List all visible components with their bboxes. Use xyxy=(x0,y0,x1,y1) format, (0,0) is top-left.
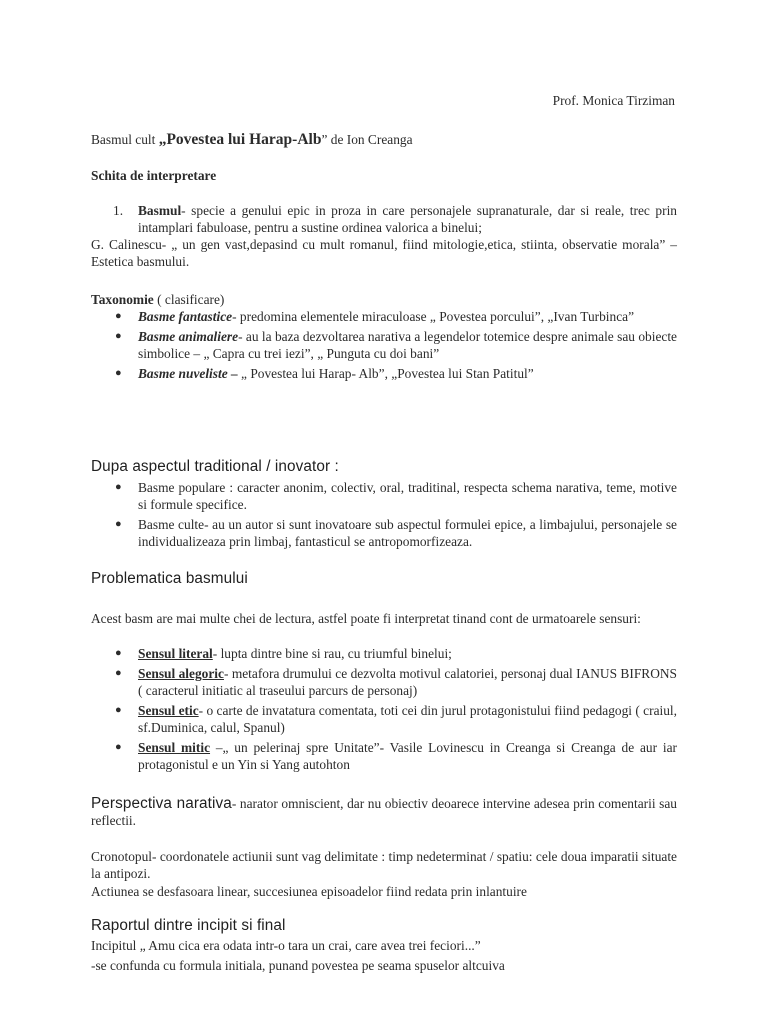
taxonomy-paren: ( clasificare) xyxy=(153,292,225,307)
list-item xyxy=(91,645,677,662)
document-title xyxy=(91,131,677,148)
list-item xyxy=(91,739,677,773)
cronotop-paragraph: Cronotopul- coordonatele actiunii sunt vag delimitate : timp nedeterminat / spatiu: cele doua imparatii situate la antipozi. xyxy=(91,849,677,881)
aspect-heading: Dupa aspectul traditional / inovator : xyxy=(91,458,339,475)
item-term: Sensul literal xyxy=(138,646,213,661)
author-name: Prof. Monica Tirziman xyxy=(552,93,675,108)
term-basmul: Basmul xyxy=(138,203,182,218)
incipit-line: Incipitul „ Amu cica era odata intr-o tara un crai, care avea trei feciori...” xyxy=(91,938,481,953)
item-text: - predomina elementele miraculoase „ Povestea porcului”, „Ivan Turbinca” xyxy=(232,309,635,324)
definition-text: - specie a genului epic in proza in care personajele supranaturale, dar si reale, trec prin intamplari fabuloase, pentru a sustine ordinea valorica a binelui; xyxy=(138,203,677,235)
title-prefix: Basmul cult xyxy=(91,132,159,147)
bullet-icon: ● xyxy=(115,481,122,493)
schita-heading: Schita de interpretare xyxy=(91,168,217,183)
list-item: ● Basme populare : caracter anonim, colectiv, oral, traditinal, respecta schema narativa, teme, motive si formule specifice. xyxy=(115,480,677,512)
sensuri-list xyxy=(91,645,677,773)
item-term: Sensul alegoric xyxy=(138,666,224,681)
bullet-icon: ● xyxy=(115,667,122,679)
perspectiva-text: - narator omniscient, dar nu obiectiv deoarece intervine adesea prin comentarii sau reflectii. xyxy=(91,796,677,828)
definition-item xyxy=(91,202,677,236)
raport-heading: Raportul dintre incipit si final xyxy=(91,917,286,934)
perspectiva-paragraph xyxy=(91,795,677,829)
bullet-icon: ● xyxy=(115,704,122,716)
title-suffix: ” de Ion Creanga xyxy=(321,132,413,147)
item-term: Sensul mitic xyxy=(138,740,211,755)
aspect-section xyxy=(91,479,677,550)
problematica-intro: Acest basm are mai multe chei de lectura, astfel poate fi interpretat tinand cont de urmatoarele sensuri: xyxy=(91,611,641,626)
item-term: Basme nuveliste – xyxy=(138,366,238,381)
item-term: Basme animaliere xyxy=(138,329,239,344)
author-line xyxy=(91,92,675,109)
list-item xyxy=(91,365,677,382)
item-term: Basme fantastice xyxy=(138,309,233,324)
bullet-icon: ● xyxy=(115,647,122,659)
perspectiva-heading: Perspectiva narativa xyxy=(91,795,232,812)
section-basmul xyxy=(91,202,677,270)
calinescu-quote: G. Calinescu- „ un gen vast,depasind cu mult romanul, fiind mitologie,etica, stiinta, observatie morala” – Estetica basmului. xyxy=(91,237,677,269)
bullet-icon: ● xyxy=(115,330,122,342)
list-item xyxy=(91,308,677,325)
bullet-icon: ● xyxy=(115,518,122,530)
item-text: - o carte de invatatura comentata, toti cei din jurul protagonistului fiind pedagogi ( craiul, sf.Duminica, calul, Spanul) xyxy=(138,703,678,735)
bullet-icon: ● xyxy=(115,741,122,753)
item-text: - metafora drumului ce dezvolta motivul calatoriei, personaj dual IANUS BIFRONS ( caracterul initiatic al traseului parcurs de personaj) xyxy=(138,666,677,698)
problematica-section xyxy=(91,645,677,773)
list-item xyxy=(91,328,677,362)
list-item xyxy=(91,702,677,736)
aspect-list xyxy=(91,479,677,550)
taxonomy-heading xyxy=(91,291,677,308)
list-number: 1. xyxy=(113,203,124,218)
list-item xyxy=(91,665,677,699)
taxonomy-section xyxy=(91,291,677,382)
problematica-heading: Problematica basmului xyxy=(91,570,248,587)
bullet-icon: ● xyxy=(115,367,122,379)
item-text: „ Povestea lui Harap- Alb”, „Povestea lui Stan Patitul” xyxy=(237,366,534,381)
item-text: - lupta dintre bine si rau, cu triumful binelui; xyxy=(212,646,452,661)
item-term: Sensul etic xyxy=(138,703,199,718)
formula-line: -se confunda cu formula initiala, punand povestea pe seama spuselor altcuiva xyxy=(91,958,505,973)
taxonomy-list xyxy=(91,308,677,382)
list-item: ● Basme culte- au un autor si sunt inovatoare sub aspectul formulei epice, a limbajului, personajele se individualizeaza prin limbaj, fantasticul se antropomorfizeaza. xyxy=(115,517,677,549)
item-text: - au la baza dezvoltarea narativa a legendelor totemice despre animale sau obiecte simbolice – „ Capra cu trei iezi”, „ Punguta cu doi bani” xyxy=(138,329,677,361)
title-work: „Povestea lui Harap-Alb xyxy=(158,131,322,148)
taxonomy-label: Taxonomie xyxy=(91,292,154,307)
item-text: –„ un pelerinaj spre Unitate”- Vasile Lovinescu in Creanga si Creanga de aur iar protagonistul e un Yin si Yang autohton xyxy=(138,740,678,772)
bullet-icon: ● xyxy=(115,310,122,322)
actiune-paragraph: Actiunea se desfasoara linear, succesiunea episoadelor fiind redata prin inlantuire xyxy=(91,884,527,899)
